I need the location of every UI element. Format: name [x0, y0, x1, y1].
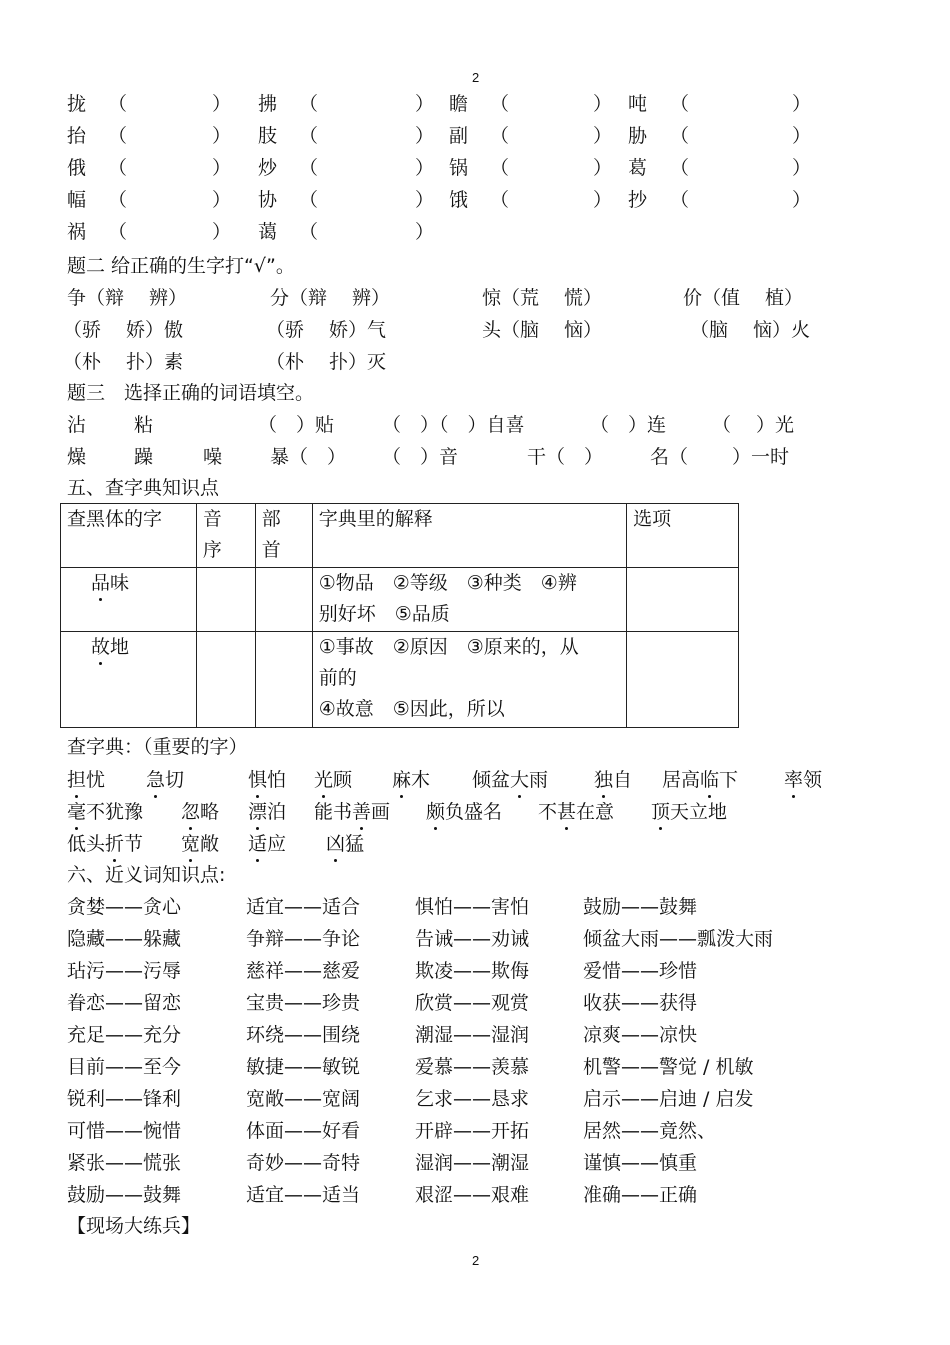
synonym-pair: 隐藏——躲藏: [67, 928, 182, 950]
paren-open: （: [490, 93, 510, 115]
lookup-word: [146, 764, 184, 796]
synonym-pair: 告诫——劝诫: [415, 928, 530, 950]
synonym-pair: 谨慎——慎重: [583, 1152, 698, 1174]
header-radical: 部 首: [255, 504, 312, 568]
synonym-row: [0, 891, 950, 923]
word-part: 负盛名: [445, 801, 503, 823]
paren-open: （: [108, 221, 128, 243]
table-definition-cell: ①物品 ②等级 ③种类 ④辨 别好坏 ⑤品质: [312, 568, 626, 632]
dotted-char: 折: [105, 828, 124, 860]
paren-open: （: [108, 157, 128, 179]
lookup-word: [67, 764, 105, 796]
char-item: 协: [258, 189, 278, 211]
dotted-char: 率: [784, 764, 803, 796]
word-part: 在意: [576, 801, 615, 823]
q2-title: 题二 给正确的生字打“√”。: [67, 255, 295, 277]
paren-close: ）: [792, 189, 812, 211]
word-part: 能书: [314, 801, 353, 823]
dotted-char: 颇: [426, 796, 445, 828]
q3-item: 燥: [67, 446, 87, 468]
lookup-word: [662, 764, 738, 796]
synonym-pair: 启示——启迪 / 启发: [583, 1088, 754, 1110]
section5-title-row: [0, 472, 950, 504]
dotted-char: 惧: [248, 764, 267, 796]
synonym-pair: 凉爽——凉快: [583, 1024, 698, 1046]
chazidian-line: [0, 764, 950, 796]
lookup-word: [67, 796, 143, 828]
q3-item[interactable]: （ ）贴: [258, 414, 335, 436]
table-header-row: [61, 504, 739, 568]
dotted-char: 独: [594, 764, 613, 796]
synonym-pair: 机警——警觉 / 机敏: [583, 1056, 754, 1078]
paren-close: ）: [593, 93, 613, 115]
word-part: 节: [124, 833, 144, 855]
table-sound-order-cell[interactable]: [196, 632, 255, 728]
synonym-pair: 奇妙——奇特: [246, 1152, 361, 1174]
paren-close: ）: [593, 125, 613, 147]
q3-item: 躁: [134, 446, 154, 468]
synonym-pair: 紧张——慌张: [67, 1152, 182, 1174]
char-item: 抄: [628, 189, 648, 211]
table-word-cell: 故地: [61, 632, 197, 728]
char-row: [0, 120, 950, 152]
section6-title: 六、近义词知识点:: [67, 864, 226, 886]
table-radical-cell[interactable]: [255, 632, 312, 728]
dotted-char: 毫: [67, 796, 86, 828]
dotted-char: 适: [248, 828, 267, 860]
lookup-word: [472, 764, 548, 796]
synonym-pair: 惧怕——害怕: [415, 896, 530, 918]
synonym-pair: 收获——获得: [583, 992, 698, 1014]
q3-item[interactable]: （ ）光: [712, 414, 795, 436]
char-item: 炒: [258, 157, 278, 179]
word-part: 应: [267, 833, 287, 855]
q3-item[interactable]: （ ）连: [590, 414, 667, 436]
synonym-pair: 湿润——潮湿: [415, 1152, 530, 1174]
paren-open: （: [490, 189, 510, 211]
paren-open: （: [670, 93, 690, 115]
practice-row: [0, 1210, 950, 1242]
q3-title-row: [0, 377, 950, 409]
header-option: 选项: [627, 504, 739, 568]
q3-item[interactable]: 暴（ ）: [270, 446, 347, 468]
lookup-word: [651, 796, 727, 828]
synonym-pair: 锐利——锋利: [67, 1088, 182, 1110]
synonym-pair: 爱惜——珍惜: [583, 960, 698, 982]
dotted-char: 甚: [557, 796, 576, 828]
synonym-pair: 目前——至今: [67, 1056, 182, 1078]
lookup-word: [538, 796, 614, 828]
page-number-bottom: 2: [472, 1253, 480, 1268]
word-part: 敞: [200, 833, 220, 855]
q2-line: [0, 314, 950, 346]
table-option-cell[interactable]: [627, 632, 739, 728]
q3-item[interactable]: （ ）音: [382, 446, 459, 468]
char-item: 蔼: [258, 221, 278, 243]
synonym-row: [0, 923, 950, 955]
section6-title-row: [0, 859, 950, 891]
char-item: 吨: [628, 93, 648, 115]
word-part: 不犹豫: [86, 801, 144, 823]
paren-close: ）: [415, 125, 435, 147]
word-part: 画: [371, 801, 391, 823]
lookup-word: [248, 828, 286, 860]
char-item: 肢: [258, 125, 278, 147]
lookup-word: [326, 828, 364, 860]
dotted-char: 光: [314, 764, 333, 796]
word-part: 忧: [86, 769, 106, 791]
synonym-row: [0, 1179, 950, 1211]
paren-close: ）: [792, 157, 812, 179]
dotted-char: 漂: [248, 796, 267, 828]
paren-close: ）: [593, 189, 613, 211]
word-part: 自: [613, 769, 633, 791]
char-item: 饿: [449, 189, 469, 211]
dictionary-table: [60, 503, 739, 728]
q3-item[interactable]: 干（ ）: [527, 446, 604, 468]
dotted-char: 忽: [181, 796, 200, 828]
q2-choice-item[interactable]: 头（脑 恼）: [482, 319, 603, 341]
q3-item[interactable]: （ ）（ ）自喜: [382, 414, 525, 436]
synonym-row: [0, 1083, 950, 1115]
header-word: 查黑体的字: [61, 504, 197, 568]
word-part: 略: [200, 801, 220, 823]
paren-open: （: [299, 189, 319, 211]
paren-open: （: [490, 157, 510, 179]
synonym-pair: 眷恋——留恋: [67, 992, 182, 1014]
chazidian-line: [0, 828, 950, 860]
q3-item: 粘: [134, 414, 154, 436]
q3-item: 噪: [203, 446, 223, 468]
synonym-pair: 争辩——争论: [246, 928, 361, 950]
dotted-char: 担: [67, 764, 86, 796]
paren-open: （: [670, 125, 690, 147]
char-row: [0, 152, 950, 184]
dotted-char: 麻: [392, 764, 411, 796]
dotted-char: 宽: [181, 828, 200, 860]
synonym-pair: 贪婪——贪心: [67, 896, 182, 918]
paren-open: （: [108, 93, 128, 115]
synonym-pair: 鼓励——鼓舞: [67, 1184, 182, 1206]
synonym-pair: 充足——充分: [67, 1024, 182, 1046]
paren-close: ）: [415, 157, 435, 179]
char-row: [0, 88, 950, 120]
paren-close: ）: [415, 189, 435, 211]
paren-open: （: [299, 93, 319, 115]
char-item: 葛: [628, 157, 648, 179]
word-part: 居高: [662, 769, 701, 791]
synonym-pair: 准确——正确: [583, 1184, 698, 1206]
word-part: 木: [411, 769, 431, 791]
synonym-pair: 玷污——污辱: [67, 960, 182, 982]
dotted-char: 急: [146, 764, 165, 796]
lookup-word: [67, 828, 143, 860]
synonym-pair: 体面——好看: [246, 1120, 361, 1142]
synonym-pair: 宽敞——宽阔: [246, 1088, 361, 1110]
synonym-pair: 欣赏——观赏: [415, 992, 530, 1014]
dotted-char: 善: [352, 796, 371, 828]
lookup-word: [314, 764, 352, 796]
word-part: 倾盆: [472, 769, 511, 791]
q3-item[interactable]: 名（ ）一时: [650, 446, 790, 468]
table-definition-cell: ①事故 ②原因 ③原来的，从 前的 ④故意 ⑤因此，所以: [312, 632, 626, 728]
lookup-word: [392, 764, 430, 796]
paren-open: （: [490, 125, 510, 147]
table-row: [61, 568, 739, 632]
q2-title-row: [0, 250, 950, 282]
synonym-row: [0, 1115, 950, 1147]
lookup-word: [594, 764, 632, 796]
dotted-char: 临: [700, 764, 719, 796]
q2-choice-item[interactable]: （朴 扑）素: [63, 351, 184, 373]
dotted-char: 顶: [651, 796, 670, 828]
paren-close: ）: [415, 93, 435, 115]
paren-open: （: [299, 221, 319, 243]
word-part: 低头: [67, 833, 106, 855]
table-radical-cell[interactable]: [255, 568, 312, 632]
paren-open: （: [670, 189, 690, 211]
lookup-word: [181, 796, 219, 828]
table-word-cell: 品味: [61, 568, 197, 632]
word-part: 雨: [529, 769, 549, 791]
paren-close: ）: [593, 157, 613, 179]
paren-close: ）: [212, 93, 232, 115]
q3-item: 沾: [67, 414, 87, 436]
paren-close: ）: [212, 189, 232, 211]
char-item: 祸: [67, 221, 87, 243]
paren-open: （: [108, 125, 128, 147]
char-item: 锅: [449, 157, 469, 179]
header-definition: 字典里的解释: [312, 504, 626, 568]
synonym-pair: 潮湿——湿润: [415, 1024, 530, 1046]
chazidian-line: [0, 796, 950, 828]
paren-close: ）: [792, 125, 812, 147]
char-row: [0, 216, 950, 248]
char-item: 副: [449, 125, 469, 147]
q2-line: [0, 346, 950, 378]
synonym-row: [0, 1147, 950, 1179]
word-part: 不: [538, 801, 558, 823]
q2-choice-item[interactable]: 分（辩 辨）: [270, 287, 391, 309]
q2-line: [0, 282, 950, 314]
synonym-pair: 爱慕——羡慕: [415, 1056, 530, 1078]
synonym-row: [0, 955, 950, 987]
q2-choice-item[interactable]: （骄 娇）气: [266, 319, 387, 341]
table-sound-order-cell[interactable]: [196, 568, 255, 632]
synonym-pair: 欺凌——欺侮: [415, 960, 530, 982]
char-item: 抬: [67, 125, 87, 147]
word-part: 领: [803, 769, 823, 791]
chazidian-title: 查字典：（重要的字）: [67, 736, 248, 758]
paren-close: ）: [212, 157, 232, 179]
synonym-pair: 慈祥——慈爱: [246, 960, 361, 982]
paren-open: （: [299, 125, 319, 147]
synonym-row: [0, 1019, 950, 1051]
lookup-word: [314, 796, 390, 828]
synonym-row: [0, 1051, 950, 1083]
synonym-pair: 敏捷——敏锐: [246, 1056, 361, 1078]
paren-open: （: [108, 189, 128, 211]
synonym-pair: 适宜——适当: [246, 1184, 361, 1206]
word-part: 泊: [267, 801, 287, 823]
paren-close: ）: [212, 221, 232, 243]
paren-close: ）: [415, 221, 435, 243]
paren-open: （: [299, 157, 319, 179]
word-part: 天立地: [670, 801, 728, 823]
section5-title: 五、查字典知识点: [67, 477, 220, 499]
char-item: 拂: [258, 93, 278, 115]
synonym-pair: 可惜——惋惜: [67, 1120, 182, 1142]
synonym-pair: 艰涩——艰难: [415, 1184, 530, 1206]
lookup-word: [784, 764, 822, 796]
q3-line: [0, 409, 950, 441]
synonym-pair: 居然——竟然、: [583, 1120, 717, 1142]
lookup-word: [181, 828, 219, 860]
q2-choice-item[interactable]: 争（辩 辨）: [67, 287, 188, 309]
word-part: 怕: [267, 769, 287, 791]
word-part: 猛: [345, 833, 365, 855]
paren-open: （: [670, 157, 690, 179]
char-row: [0, 184, 950, 216]
q2-choice-item[interactable]: （骄 娇）傲: [63, 319, 184, 341]
synonym-pair: 适宜——适合: [246, 896, 361, 918]
paren-close: ）: [212, 125, 232, 147]
q2-choice-item[interactable]: 惊（荒 慌）: [482, 287, 603, 309]
word-part: 下: [719, 769, 739, 791]
chazidian-title-row: [0, 731, 950, 763]
synonym-row: [0, 987, 950, 1019]
char-item: 幅: [67, 189, 87, 211]
char-item: 瞻: [449, 93, 469, 115]
synonym-pair: 乞求——恳求: [415, 1088, 530, 1110]
synonym-pair: 鼓励——鼓舞: [583, 896, 698, 918]
char-item: 俄: [67, 157, 87, 179]
char-item: 胁: [628, 125, 648, 147]
q2-choice-item[interactable]: （脑 恼）火: [690, 319, 811, 341]
q3-title: 题三 选择正确的词语填空。: [67, 382, 315, 404]
dotted-char: 凶: [326, 828, 345, 860]
word-part: 切: [165, 769, 185, 791]
q2-choice-item[interactable]: （朴 扑）灭: [266, 351, 387, 373]
table-row: [61, 632, 739, 728]
word-part: 顾: [333, 769, 353, 791]
header-sound-order: 音 序: [196, 504, 255, 568]
q3-line: [0, 441, 950, 473]
synonym-pair: 倾盆大雨——瓢泼大雨: [583, 928, 774, 950]
table-option-cell[interactable]: [627, 568, 739, 632]
char-item: 拢: [67, 93, 87, 115]
synonym-pair: 开辟——开拓: [415, 1120, 530, 1142]
synonym-pair: 宝贵——珍贵: [246, 992, 361, 1014]
lookup-word: [248, 764, 286, 796]
lookup-word: [426, 796, 502, 828]
q2-choice-item[interactable]: 价（值 植）: [683, 287, 804, 309]
paren-close: ）: [792, 93, 812, 115]
page-number-top: 2: [472, 70, 480, 85]
practice-heading: 【现场大练兵】: [67, 1215, 201, 1237]
synonym-pair: 环绕——围绕: [246, 1024, 361, 1046]
dotted-char: 大: [510, 764, 529, 796]
lookup-word: [248, 796, 286, 828]
